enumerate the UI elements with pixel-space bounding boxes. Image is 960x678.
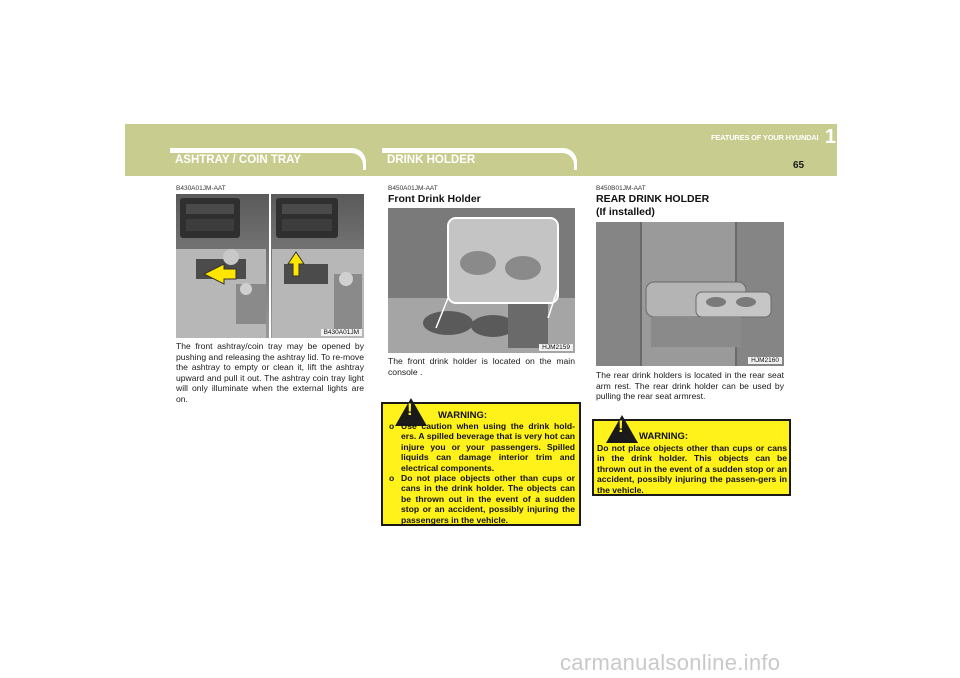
ashtray-image-label: B430A01JM	[321, 329, 362, 336]
chapter-marker	[711, 126, 836, 149]
rear-warning-title: WARNING:	[639, 431, 689, 442]
rear-drink-subhead-line1: REAR DRINK HOLDER	[596, 193, 710, 205]
chapter-text: FEATURES OF YOUR HYUNDAI	[710, 133, 819, 142]
front-warning-item-text: Use caution when using the drink hold-ers. A spilled beverage that is very hot can injure you or your passengers. Spilled liquids can damage interior trim and electrical components.	[401, 421, 575, 473]
ashtray-code: B430A01JM-AAT	[176, 185, 226, 192]
section-title-ashtray: ASHTRAY / COIN TRAY	[167, 153, 363, 171]
rear-drink-subhead-line2: (If installed)	[596, 206, 655, 218]
ashtray-photo	[176, 194, 364, 338]
front-drink-image-label: HJM2159	[539, 344, 573, 351]
front-drink-warning	[381, 402, 581, 526]
rear-drink-body: The rear drink holders is located in the rear seat arm rest. The rear drink holder can be used by pulling the rear seat armrest.	[596, 370, 784, 402]
front-warning-item-text: Do not place objects other than cups or cans in the drink holder. The objects can be thrown out in the event of a sudden stop or an accident, possibly injuring the passengers in the vehicle.	[401, 473, 575, 525]
chapter-number: 1	[824, 126, 836, 148]
front-warning-item	[389, 421, 575, 473]
page-number: 65	[793, 160, 805, 171]
rear-drink-image-label: HJM2160	[748, 357, 782, 364]
rear-drink-illustration	[596, 222, 784, 366]
ashtray-illustration	[176, 194, 364, 338]
front-warning-list	[389, 421, 575, 525]
front-drink-subhead: Front Drink Holder	[388, 193, 481, 205]
front-drink-photo	[388, 208, 575, 353]
rear-drink-photo	[596, 222, 784, 366]
front-warning-item	[389, 473, 575, 525]
rear-drink-code: B450B01JM-AAT	[596, 185, 646, 192]
watermark: carmanualsonline.info	[560, 650, 781, 675]
front-warning-title: WARNING:	[438, 410, 488, 421]
rear-drink-warning	[592, 419, 791, 496]
warning-exclamation-icon: !	[618, 417, 624, 436]
rear-warning-text: Do not place objects other than cups or cans in the drink holder. This objects can be thrown out in the event of a sudden stop or an accident, possibly injuring the passen-gers in the vehicle.	[597, 443, 787, 495]
front-drink-code: B450A01JM-AAT	[388, 185, 438, 192]
bullet: o	[389, 421, 395, 431]
section-title-drink: DRINK HOLDER	[379, 153, 574, 171]
warning-exclamation-icon: !	[407, 400, 413, 419]
bullet: o	[389, 473, 395, 484]
front-drink-body: The front drink holder is located on the main console .	[388, 356, 575, 377]
front-drink-illustration	[388, 208, 575, 353]
rear-drink-subhead	[596, 193, 709, 219]
ashtray-body: The front ashtray/coin tray may be opened by pushing and releasing the ashtray lid. To re-move the ashtray to empty or clean it, lift the ashtray upward and pull it out. The ashtray coin tray light will only illuminate when the external lights are on.	[176, 341, 364, 404]
